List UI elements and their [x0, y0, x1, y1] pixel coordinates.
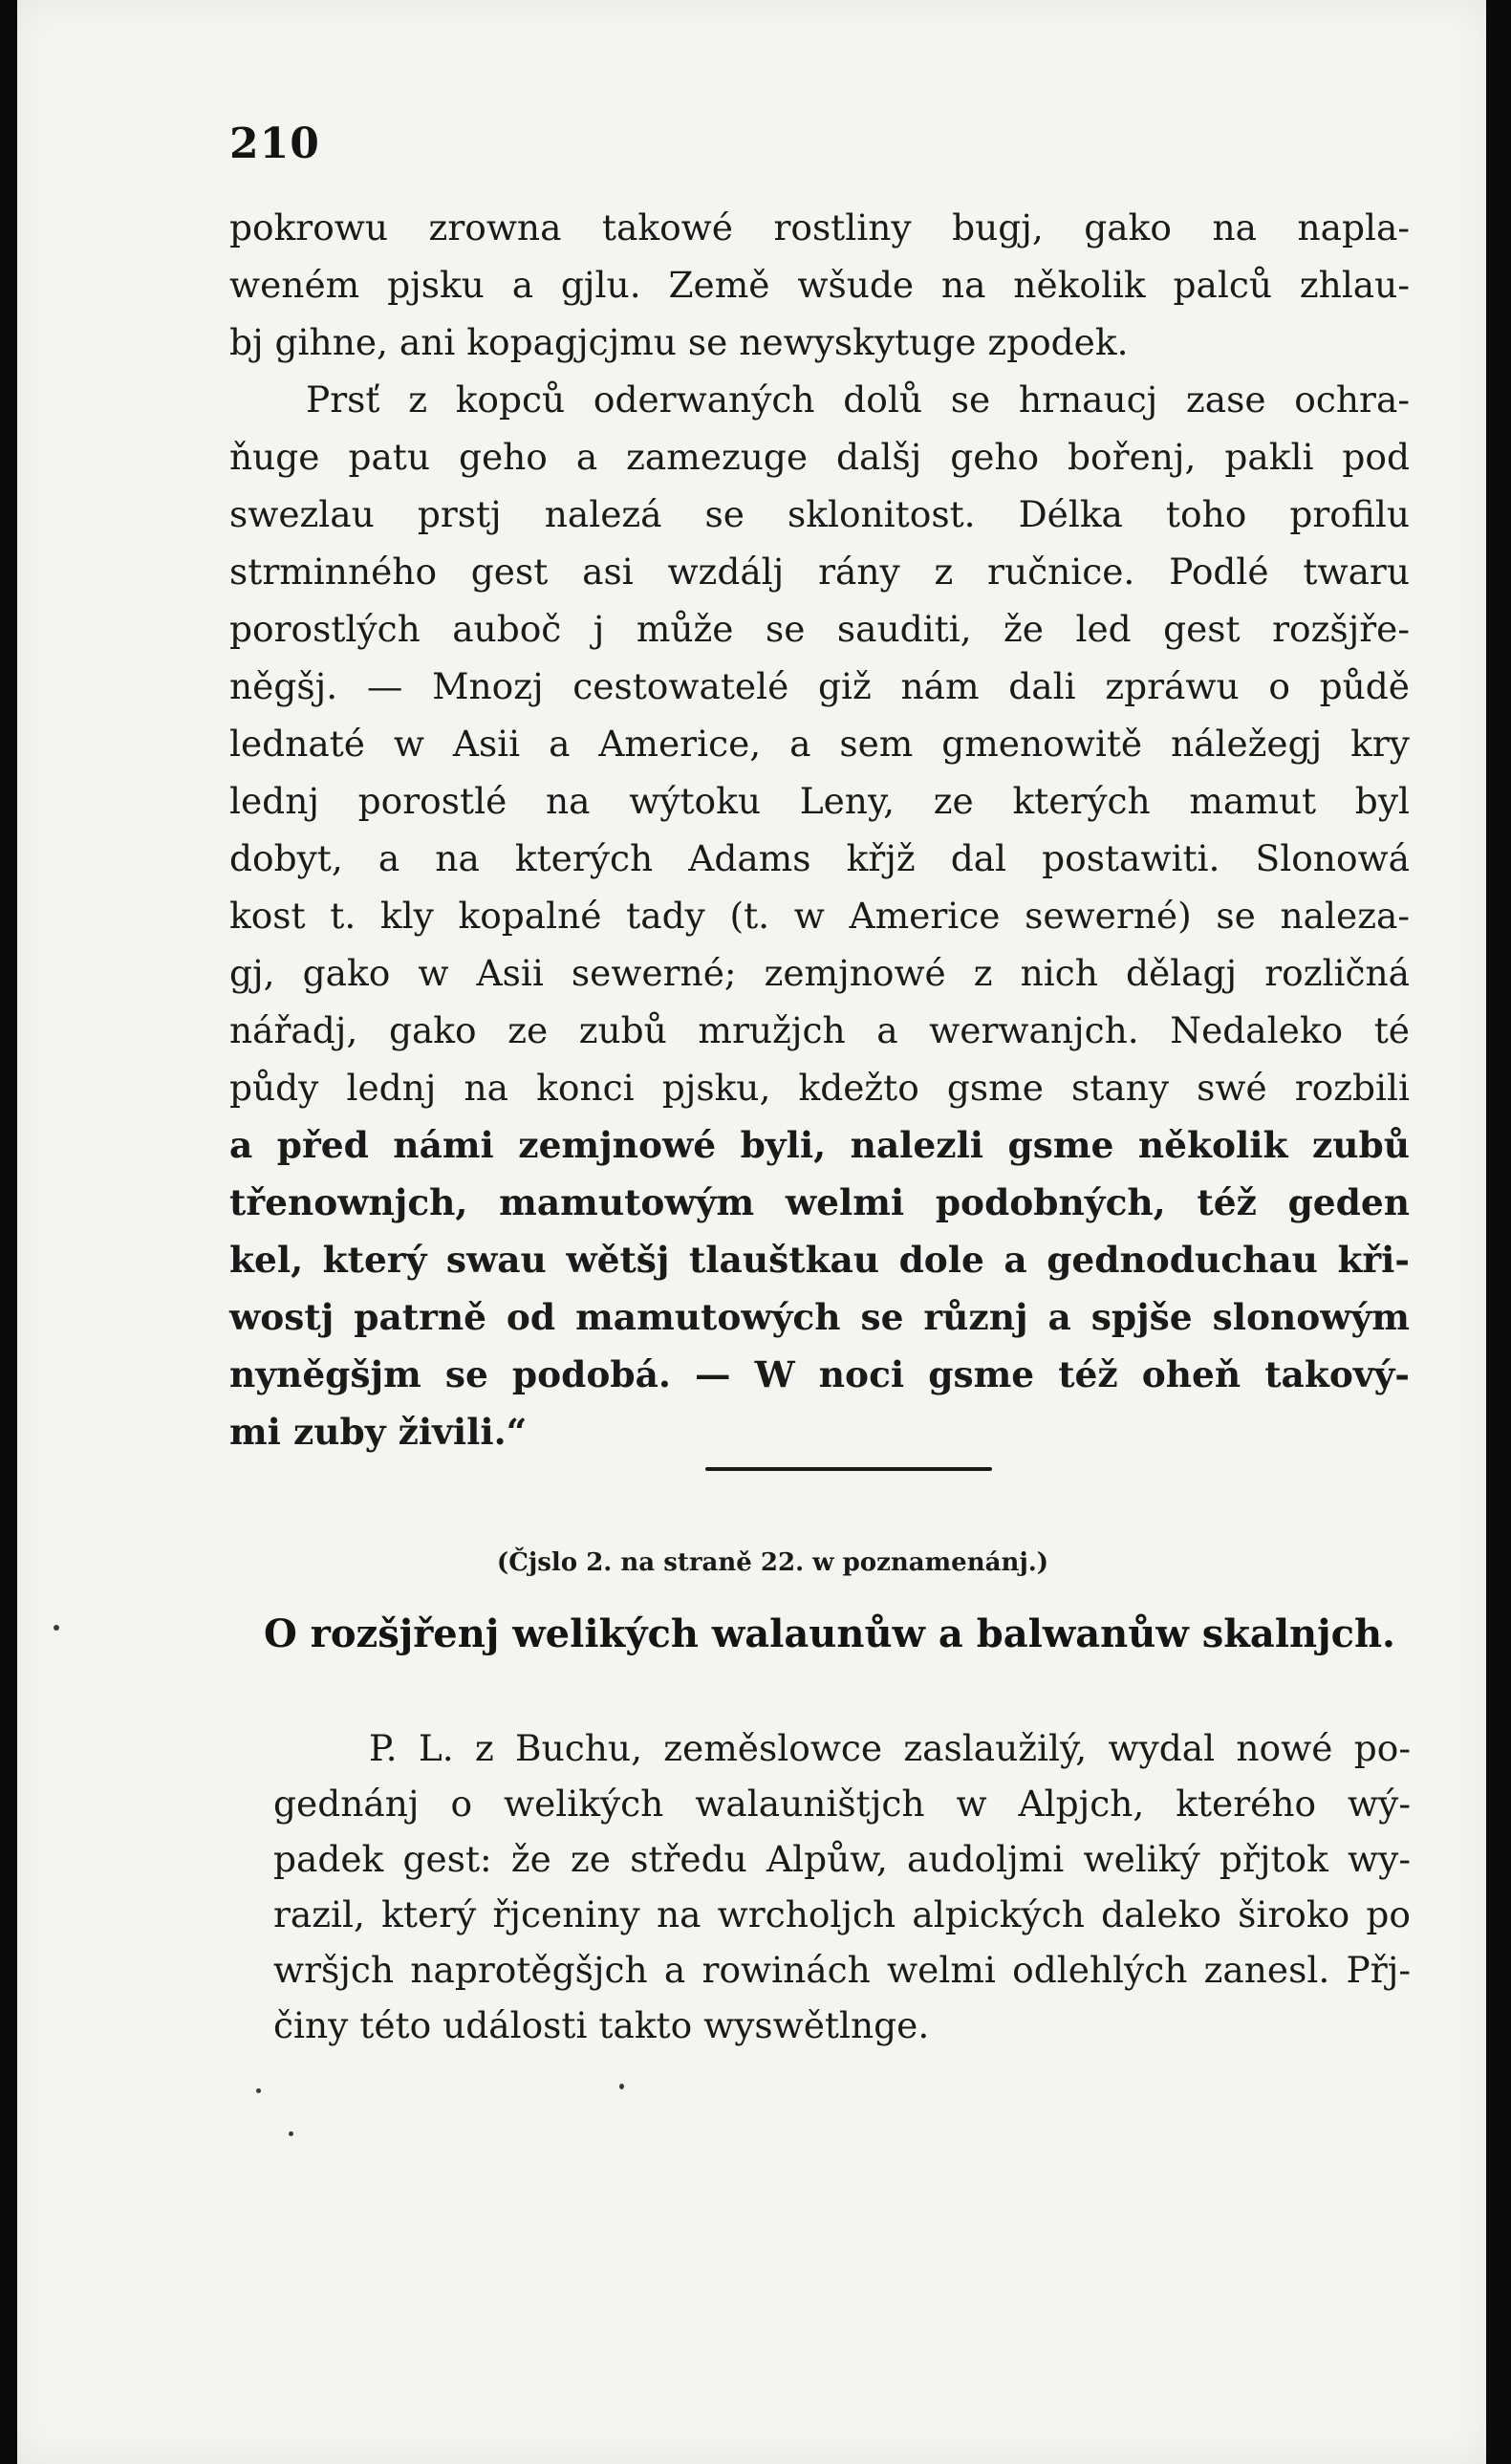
text-line: dobyt, a na kterých Adams křjž dal postawiti. Slonowá: [229, 837, 1410, 879]
text-line: padek gest: že ze středu Alpůw, audoljmi weliký přjtok wy-: [273, 1838, 1411, 1880]
text-line: Prsť z kopců oderwaných dolů se hrnaucj zase ochra-: [306, 378, 1410, 421]
text-line: gednánj o welikých walauništjch w Alpjch, kterého wý-: [273, 1783, 1411, 1825]
text-line: P. L. z Buchu, zeměslowce zaslaužilý, wydal nowé po-: [369, 1727, 1411, 1769]
main-text: [229, 199, 1410, 1460]
text-line: wostj patrně od mamutowých se různj a spjše slonowým: [229, 1296, 1410, 1338]
ink-speck: [619, 2084, 624, 2089]
text-line: třenownjch, mamutowým welmi podobných, též geden: [229, 1181, 1410, 1223]
text-line: lednaté w Asii a Americe, a sem gmenowitě náležegj kry: [229, 723, 1410, 765]
text-line: kel, který swau wětšj tlauštkau dole a gednoduchau kři-: [229, 1239, 1410, 1281]
ink-speck: [289, 2131, 293, 2136]
text-line: pokrowu zrowna takowé rostliny bugj, gako na napla-: [229, 206, 1410, 249]
ink-speck: [256, 2088, 261, 2093]
note-reference: (Čjslo 2. na straně 22. w poznamenánj.): [496, 1548, 1049, 1577]
text-line: a před námi zemjnowé byli, nalezli gsme několik zubů: [229, 1124, 1410, 1166]
text-line: weném pjsku a gjlu. Země wšude na několik palců zhlau-: [229, 264, 1410, 306]
text-line: nyněgšjm se podobá. — W noci gsme též oheň takový-: [229, 1353, 1410, 1395]
text-line: něgšj. — Mnozj cestowatelé giž nám dali zpráwu o půdě: [229, 665, 1410, 707]
text-line: půdy lednj na konci pjsku, kdežto gsme stany swé rozbili: [229, 1067, 1410, 1109]
book-page: [17, 0, 1487, 2464]
text-line: strminného gest asi wzdálj rány z ručnice. Podlé twaru: [229, 551, 1410, 593]
text-line: porostlých auboč j může se sauditi, že led gest rozšjře-: [229, 608, 1410, 650]
text-line: kost t. kly kopalné tady (t. w Americe sewerné) se naleza-: [229, 895, 1410, 937]
text-line: swezlau prstj nalezá se sklonitost. Délka toho profilu: [229, 493, 1410, 535]
text-line: mi zuby živili.“: [229, 1411, 528, 1453]
text-line: činy této události takto wyswětlnge.: [273, 2004, 930, 2046]
text-line: razil, který řjceniny na wrcholjch alpických daleko široko po: [273, 1893, 1411, 1935]
text-line: nářadj, gako ze zubů mružjch a werwanjch. Nedaleko té: [229, 1009, 1410, 1051]
section-heading: O rozšjřenj welikých walaunůw a balwanůw skalnjch.: [264, 1611, 1395, 1656]
page-number: 210: [229, 119, 320, 168]
text-line: lednj porostlé na wýtoku Leny, ze kterých mamut byl: [229, 780, 1410, 822]
text-line: wršjch naprotěgšjch a rowinách welmi odlehlých zanesl. Přj-: [273, 1949, 1411, 1991]
text-line: gj, gako w Asii sewerné; zemjnowé z nich dělagj rozličná: [229, 952, 1410, 994]
page-edge-shadow: [1486, 0, 1511, 2464]
text-line: ňuge patu geho a zamezuge dalšj geho bořenj, pakli pod: [229, 436, 1410, 478]
section-divider: [705, 1467, 992, 1471]
text-line: bj gihne, ani kopagjcjmu se newyskytuge zpodek.: [229, 321, 1129, 363]
section-text: [273, 1720, 1411, 2053]
ink-speck: [54, 1625, 59, 1631]
